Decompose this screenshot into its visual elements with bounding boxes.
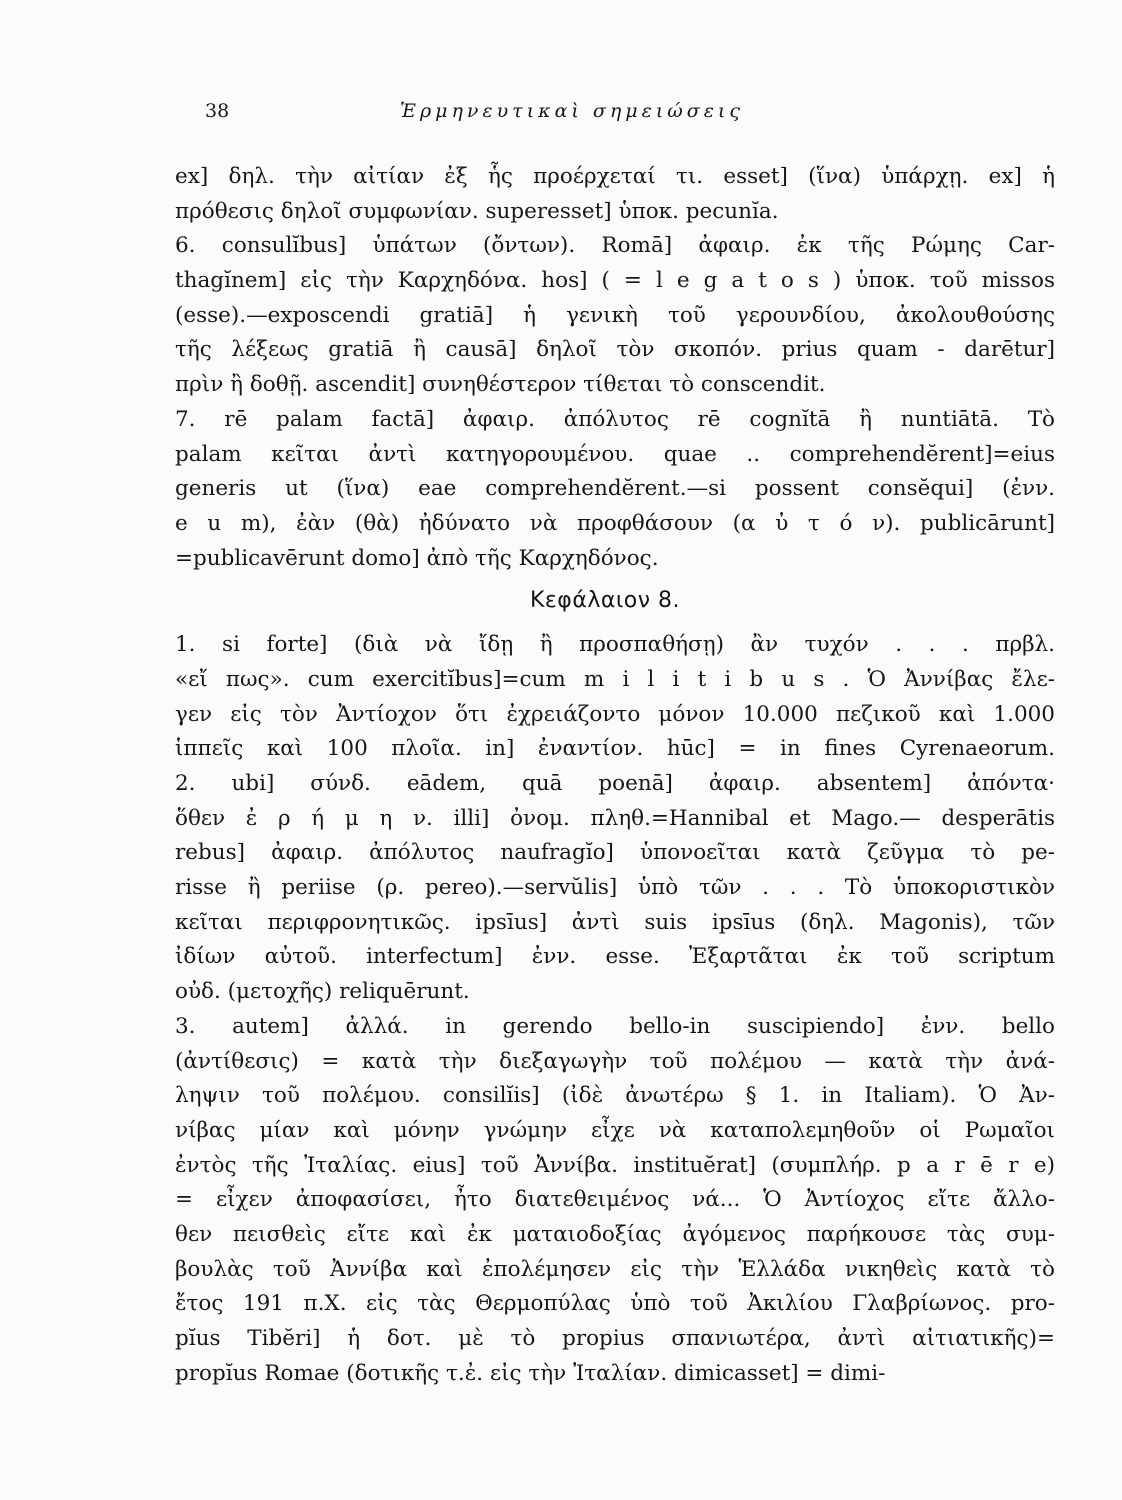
text-line: ἔτος 191 π.Χ. εἰς τὰς Θερμοπύλας ὑπὸ τοῦ Ἀκιλίου Γλαβρίωνος. pro- bbox=[175, 1291, 1055, 1317]
text-line: νίβας μίαν καὶ μόνην γνώμην εἶχε νὰ καταπολεμηθοῦν οἱ Ρωμαῖοι bbox=[175, 1117, 1055, 1143]
page-number: 38 bbox=[205, 100, 230, 122]
text-line: = εἶχεν ἀποφασίσει, ἦτο διατεθειμένος νά... Ὁ Ἀντίοχος εἴτε ἄλλο- bbox=[175, 1187, 1055, 1213]
text-line: πρὶν ἢ δοθῇ. ascendit] συνηθέστερον τίθεται τὸ conscendit. bbox=[175, 372, 826, 398]
text-line: «εἴ πως». cum exercitĭbus]=cum m i l i t i b u s . Ὁ Ἀννίβας ἔλε- bbox=[175, 666, 1055, 692]
text-line: palam κεῖται ἀντὶ κατηγορουμένου. quae .. comprehendĕrent]=eius bbox=[175, 441, 1055, 467]
text-line: ἐντὸς τῆς Ἰταλίας. eius] τοῦ Ἀννίβα. instituĕrat] (συμπλήρ. p a r ē r e) bbox=[175, 1152, 1055, 1178]
text-line: οὐδ. (μετοχῆς) reliquērunt. bbox=[175, 979, 470, 1005]
text-line: (esse).—exposcendi gratiā] ἡ γενικὴ τοῦ γερουνδίου, ἀκολουθούσης bbox=[175, 302, 1055, 328]
text-line: ἰδίων αὐτοῦ. interfectum] ἐνν. esse. Ἐξαρτᾶται ἐκ τοῦ scriptum bbox=[175, 944, 1055, 970]
text-line: generis ut (ἵνα) eae comprehendĕrent.—si possent consĕqui] (ἐνν. bbox=[175, 476, 1055, 502]
text-line: thagĭnem] εἰς τὴν Καρχηδόνα. hos] ( = l e g a t o s ) ὑποκ. τοῦ missos bbox=[175, 268, 1055, 294]
text-line: ληψιν τοῦ πολέμου. consilĭis] (ἰδὲ ἀνωτέρω § 1. in Italiam). Ὁ Ἀν- bbox=[175, 1083, 1055, 1109]
text-line: ὅθεν ἐ ρ ή μ η ν. illi] ὀνομ. πληθ.=Hannibal et Mago.— desperātis bbox=[175, 805, 1055, 831]
text-line: =publicavērunt domo] ἀπὸ τῆς Καρχηδόνος. bbox=[175, 545, 659, 571]
chapter-title: Κεφάλαιον 8. bbox=[529, 588, 681, 614]
text-line: rebus] ἀφαιρ. ἀπόλυτος naufragĭo] ὑπονοεῖται κατὰ ζεῦγμα τὸ pe- bbox=[175, 840, 1055, 866]
text-line: ex] δηλ. τὴν αἰτίαν ἐξ ἧς προέρχεταί τι. esset] (ἵνα) ὑπάρχῃ. ex] ἡ bbox=[175, 164, 1055, 189]
text-line: πρόθεσις δηλοῖ συμφωνίαν. superesset] ὑποκ. pecunĭa. bbox=[175, 198, 779, 224]
text-line: pĭus Tibĕri] ἡ δοτ. μὲ τὸ propius σπανιωτέρα, ἀντὶ αἰτιατικῆς)= bbox=[175, 1326, 1055, 1351]
text-line: 7. rē palam factā] ἀφαιρ. ἀπόλυτος rē cognĭtā ἢ nuntiātā. Τὸ bbox=[175, 406, 1055, 432]
text-line: κεῖται περιφρονητικῶς. ipsīus] ἀντὶ suis ipsīus (δηλ. Magonis), τῶν bbox=[175, 909, 1055, 935]
text-line: e u m), ἐὰν (θὰ) ἠδύνατο νὰ προφθάσουν (α ὐ τ ό ν). publicārunt] bbox=[175, 510, 1055, 536]
text-line: 1. si forte] (διὰ νὰ ἴδῃ ἢ προσπαθήσῃ) ἂν τυχόν . . . πρβλ. bbox=[175, 632, 1055, 658]
page-header bbox=[205, 100, 1045, 130]
notes-chapter-8 bbox=[175, 628, 1055, 1391]
body-text bbox=[175, 160, 1055, 1391]
text-line: 6. consulĭbus] ὑπάτων (ὄντων). Romā] ἀφαιρ. ἐκ τῆς Ρώμης Car- bbox=[175, 233, 1055, 259]
text-line: 3. autem] ἀλλά. in gerendo bello-in suscipiendo] ἐνν. bello bbox=[175, 1013, 1055, 1039]
text-line: θεν πεισθεὶς εἴτε καὶ ἐκ ματαιοδοξίας ἀγόμενος παρήκουσε τὰς συμ- bbox=[175, 1221, 1055, 1247]
text-line: 2. ubi] σύνδ. eādem, quā poenā] ἀφαιρ. absentem] ἀπόντα· bbox=[175, 771, 1055, 796]
text-line: (ἀντίθεσις) = κατὰ τὴν διεξαγωγὴν τοῦ πολέμου — κατὰ τὴν ἀνά- bbox=[175, 1048, 1055, 1074]
running-title: Ἑρμηνευτικαὶ σημειώσεις bbox=[400, 100, 745, 122]
text-line: βουλὰς τοῦ Ἀννίβα καὶ ἐπολέμησεν εἰς τὴν Ἑλλάδα νικηθεὶς κατὰ τὸ bbox=[175, 1256, 1055, 1282]
notes-before-chapter bbox=[175, 160, 1055, 576]
text-line: risse ἢ periise (ρ. pereo).—servŭlis] ὑπὸ τῶν . . . Τὸ ὑποκοριστικὸν bbox=[175, 875, 1055, 901]
text-line: τῆς λέξεως gratiā ἢ causā] δηλοῖ τὸν σκοπόν. prius quam - darētur] bbox=[175, 337, 1055, 363]
text-line: γεν εἰς τὸν Ἀντίοχον ὅτι ἐχρειάζοντο μόνον 10.000 πεζικοῦ καὶ 1.000 bbox=[175, 701, 1055, 727]
text-line: ἱππεῖς καὶ 100 πλοῖα. in] ἐναντίον. hūc] = in fines Cyrenaeorum. bbox=[175, 736, 1055, 762]
text-line: propĭus Romae (δοτικῆς τ.ἐ. εἰς τὴν Ἰταλίαν. dimicasset] = dimi- bbox=[175, 1360, 886, 1386]
